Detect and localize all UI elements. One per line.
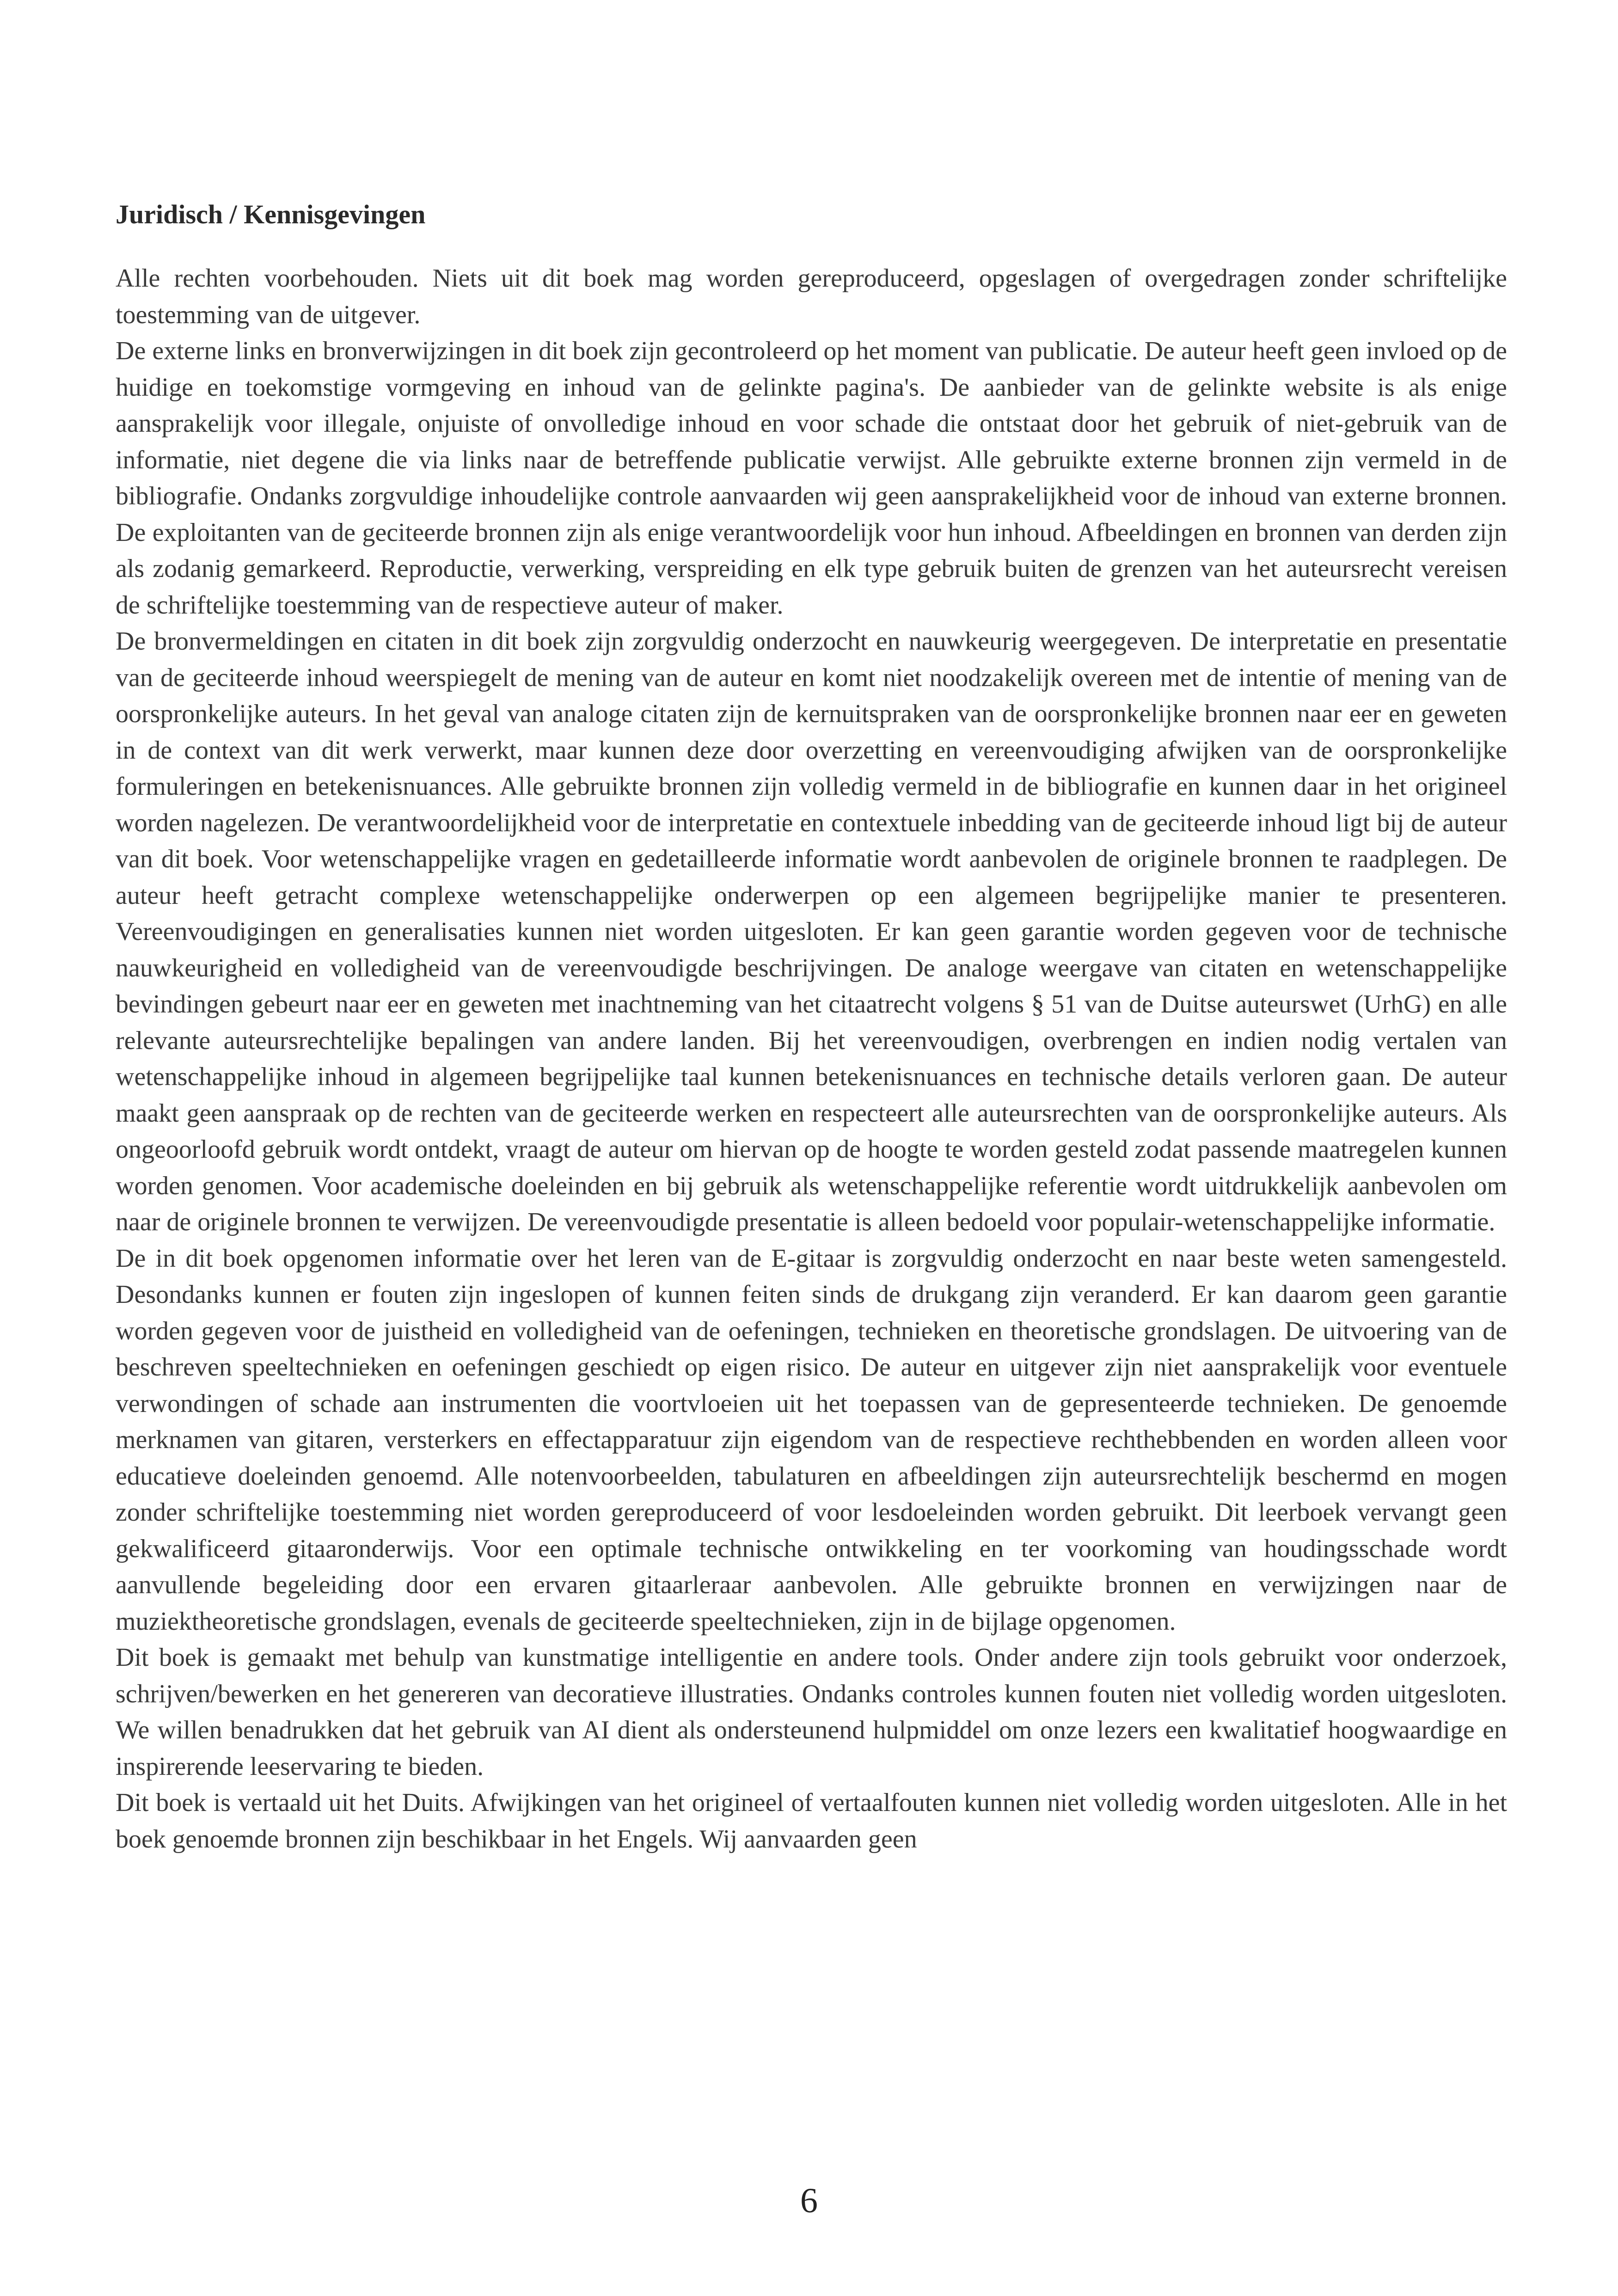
paragraph-guitar-disclaimer: De in dit boek opgenomen informatie over het leren van de E-gitaar is zorgvuldig onderzocht en naar beste weten samengesteld. Desondanks kunnen er fouten zijn ingeslopen of kunnen feiten sinds de drukgang zijn veranderd. Er kan daarom geen garantie worden gegeven voor de juistheid en volledigheid van de oefeningen, technieken en theoretische grondslagen. De uitvoering van de beschreven speeltechnieken en oefeningen geschiedt op eigen risico. De auteur en uitgever zijn niet aansprakelijk voor eventuele verwondingen of schade aan instrumenten die voortvloeien uit het toepassen van de gepresenteerde technieken. De genoemde merknamen van gitaren, versterkers en effectapparatuur zijn eigendom van de respectieve rechthebbenden en worden alleen voor educatieve doeleinden genoemd. Alle notenvoorbeelden, tabulaturen en afbeeldingen zijn auteursrechtelijk beschermd en mogen zonder schriftelijke toestemming niet worden gereproduceerd of voor lesdoeleinden worden gebruikt. Dit leerboek vervangt geen gekwalificeerd gitaaronderwijs. Voor een optimale technische ontwikkeling en ter voorkoming van houdingsschade wordt aanvullende begeleiding door een ervaren gitaarleraar aanbevolen. Alle gebruikte bronnen en verwijzingen naar de muziektheoretische grondslagen, evenals de geciteerde speeltechnieken, zijn in de bijlage opgenomen.: [116, 1244, 1507, 1636]
paragraph-copyright: Alle rechten voorbehouden. Niets uit dit boek mag worden gereproduceerd, opgeslagen of overgedragen zonder schriftelijke toestemming van de uitgever.: [116, 264, 1507, 329]
page-content: [116, 196, 1507, 1857]
paragraph-translation-notice: Dit boek is vertaald uit het Duits. Afwijkingen van het origineel of vertaalfouten kunnen niet volledig worden uitgesloten. Alle in het boek genoemde bronnen zijn beschikbaar in het Engels. Wij aanvaarden geen: [116, 1788, 1507, 1854]
paragraph-citations: De bronvermeldingen en citaten in dit boek zijn zorgvuldig onderzocht en nauwkeurig weergegeven. De interpretatie en presentatie van de geciteerde inhoud weerspiegelt de mening van de auteur en komt niet noodzakelijk overeen met de intentie of mening van de oorspronkelijke auteurs. In het geval van analoge citaten zijn de kernuitspraken van de oorspronkelijke bronnen naar eer en geweten in de context van dit werk verwerkt, maar kunnen deze door overzetting en vereenvoudiging afwijken van de oorspronkelijke formuleringen en betekenisnuances. Alle gebruikte bronnen zijn volledig vermeld in de bibliografie en kunnen daar in het origineel worden nagelezen. De verantwoordelijkheid voor de interpretatie en contextuele inbedding van de geciteerde inhoud ligt bij de auteur van dit boek. Voor wetenschappelijke vragen en gedetailleerde informatie wordt aanbevolen de originele bronnen te raadplegen. De auteur heeft getracht complexe wetenschappelijke onderwerpen op een algemeen begrijpelijke manier te presenteren. Vereenvoudigingen en generalisaties kunnen niet worden uitgesloten. Er kan geen garantie worden gegeven voor de technische nauwkeurigheid en volledigheid van de vereenvoudigde beschrijvingen. De analoge weergave van citaten en wetenschappelijke bevindingen gebeurt naar eer en geweten met inachtneming van het citaatrecht volgens § 51 van de Duitse auteurswet (UrhG) en alle relevante auteursrechtelijke bepalingen van andere landen. Bij het vereenvoudigen, overbrengen en indien nodig vertalen van wetenschappelijke inhoud in algemeen begrijpelijke taal kunnen betekenisnuances en technische details verloren gaan. De auteur maakt geen aanspraak op de rechten van de geciteerde werken en respecteert alle auteursrechten van de oorspronkelijke auteurs. Als ongeoorloofd gebruik wordt ontdekt, vraagt de auteur om hiervan op de hoogte te worden gesteld zodat passende maatregelen kunnen worden genomen. Voor academische doeleinden en bij gebruik als wetenschappelijke referentie wordt uitdrukkelijk aanbevolen om naar de originele bronnen te verwijzen. De vereenvoudigde presentatie is alleen bedoeld voor populair-wetenschappelijke informatie.: [116, 627, 1507, 1236]
paragraph-ai-notice: Dit boek is gemaakt met behulp van kunstmatige intelligentie en andere tools. Onder andere zijn tools gebruikt voor onderzoek, schrijven/bewerken en het genereren van decoratieve illustraties. Ondanks controles kunnen fouten niet volledig worden uitgesloten. We willen benadrukken dat het gebruik van AI dient als ondersteunend hulpmiddel om onze lezers een kwalitatief hoogwaardige en inspirerende leeservaring te bieden.: [116, 1643, 1507, 1781]
paragraph-external-links: De externe links en bronverwijzingen in dit boek zijn gecontroleerd op het moment van publicatie. De auteur heeft geen invloed op de huidige en toekomstige vormgeving en inhoud van de gelinkte pagina's. De aanbieder van de gelinkte website is als enige aansprakelijk voor illegale, onjuiste of onvolledige inhoud en voor schade die ontstaat door het gebruik of niet-gebruik van de informatie, niet degene die via links naar de betreffende publicatie verwijst. Alle gebruikte externe bronnen zijn vermeld in de bibliografie. Ondanks zorgvuldige inhoudelijke controle aanvaarden wij geen aansprakelijkheid voor de inhoud van externe bronnen. De exploitanten van de geciteerde bronnen zijn als enige verantwoordelijk voor hun inhoud. Afbeeldingen en bronnen van derden zijn als zodanig gemarkeerd. Reproductie, verwerking, verspreiding en elk type gebruik buiten de grenzen van het auteursrecht vereisen de schriftelijke toestemming van de respectieve auteur of maker.: [116, 337, 1507, 620]
section-heading: Juridisch / Kennisgevingen: [116, 199, 426, 229]
page-number: 6: [800, 2181, 818, 2220]
